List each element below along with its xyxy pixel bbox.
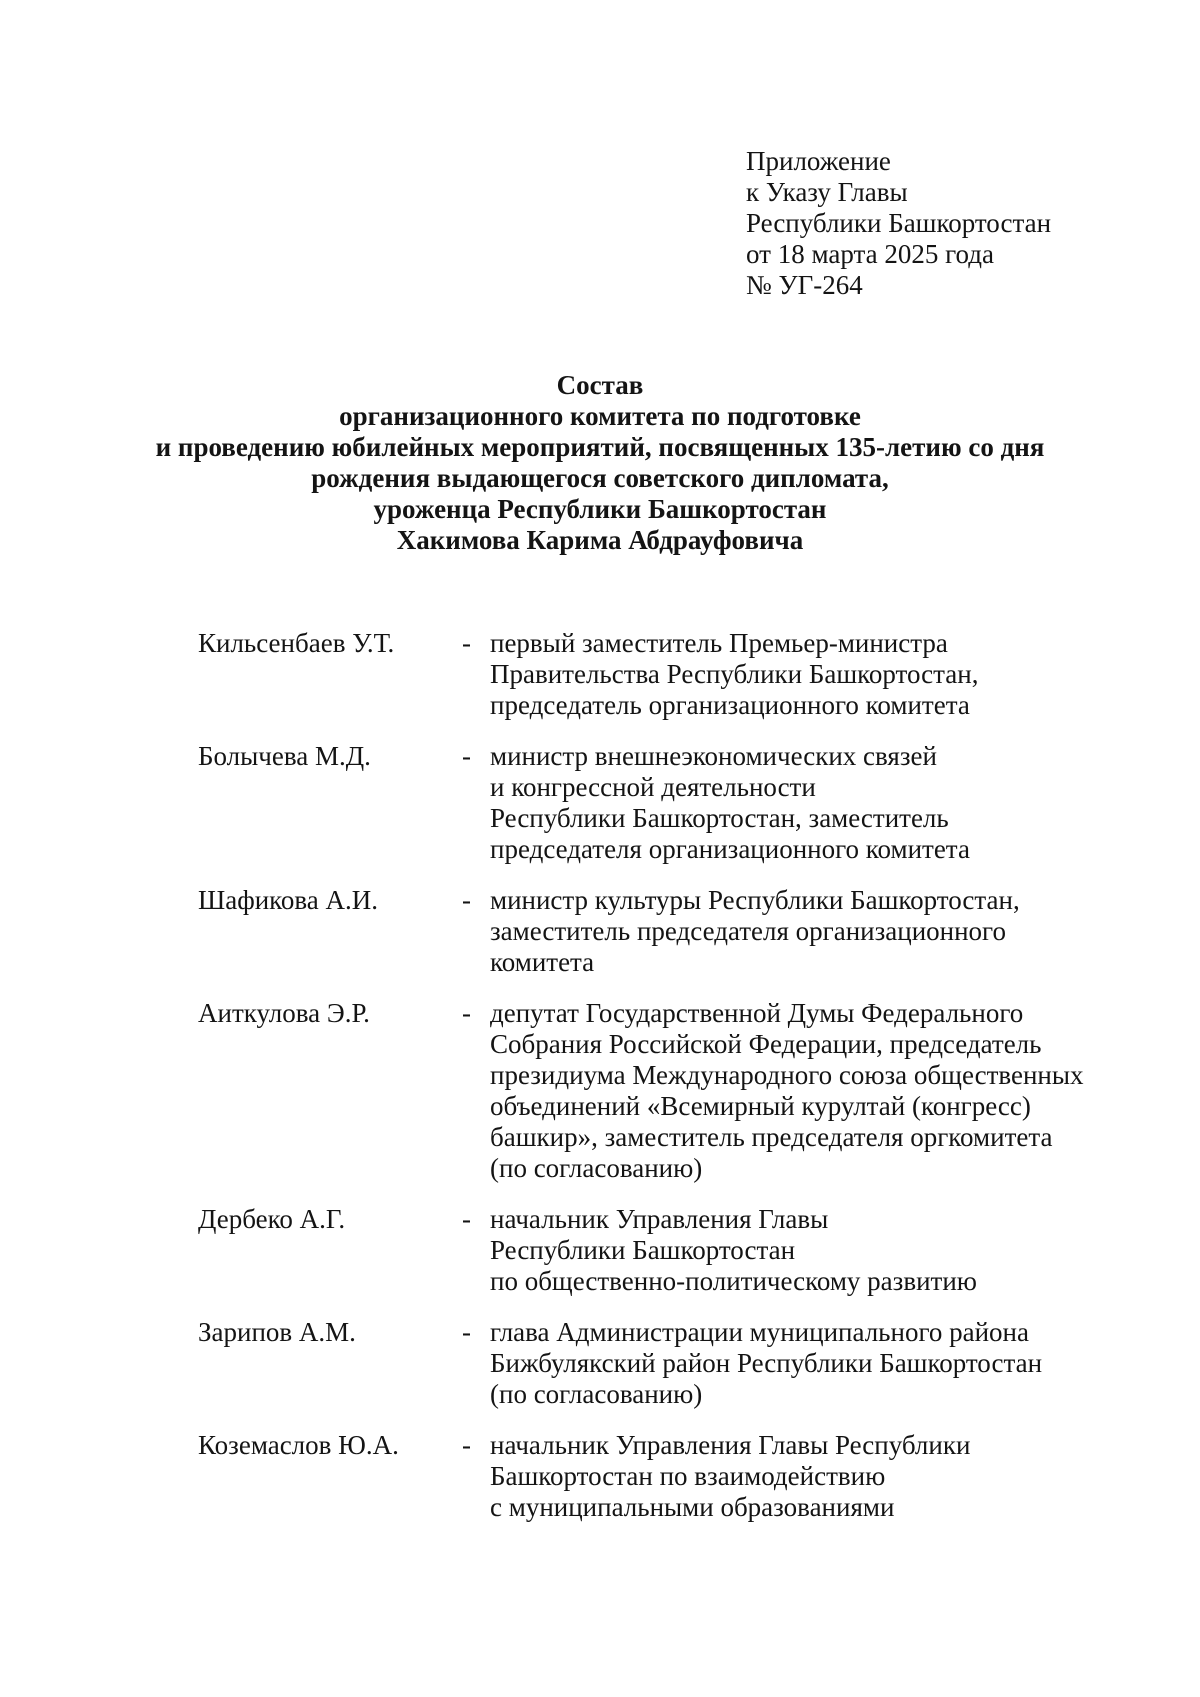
member-dash: - [462,741,471,771]
member-role-line: и конгрессной деятельности [490,772,816,802]
appendix-line: Приложение [746,146,891,176]
title-line: рождения выдающегося советского дипломата, [311,463,889,493]
member-role-line: по общественно-политическому развитию [490,1266,977,1296]
member-role-line: президиума Международного союза общественных [490,1060,1084,1090]
member-role-line: (по согласованию) [490,1153,703,1183]
member-dash: - [462,885,471,915]
member-role [490,741,1108,865]
appendix-line: от 18 марта 2025 года [746,239,994,269]
member-role-line: (по согласованию) [490,1379,703,1409]
member-role [490,998,1108,1184]
member-role-line: начальник Управления Главы Республики [490,1430,971,1460]
member-role [490,1204,1108,1297]
member-role-line: Бижбулякский район Республики Башкортостан [490,1348,1043,1378]
appendix-line: № УГ-264 [746,270,863,300]
member-name: Зарипов А.М. [198,1317,356,1347]
member-role [490,1430,1108,1523]
member-name: Коземаслов Ю.А. [198,1430,399,1460]
title-line: и проведению юбилейных мероприятий, посвященных 135-летию со дня [155,432,1045,462]
committee-member [198,628,1108,721]
member-name: Кильсенбаев У.Т. [198,628,395,658]
title-line: Состав [556,370,644,400]
member-role-line: министр внешнеэкономических связей [490,741,937,771]
member-role-line: комитета [490,947,595,977]
member-role-line: депутат Государственной Думы Федерального [490,998,1024,1028]
title-line: уроженца Республики Башкортостан [373,494,827,524]
appendix-line: Республики Башкортостан [746,208,1052,238]
committee-member [198,998,1108,1184]
member-role-line: министр культуры Республики Башкортостан, [490,885,1020,915]
member-role-line: с муниципальными образованиями [490,1492,895,1522]
committee-member [198,1204,1108,1297]
title-line: организационного комитета по подготовке [339,401,861,431]
document-title [100,370,1100,556]
committee-member [198,885,1108,978]
appendix-line: к Указу Главы [746,177,908,207]
member-role-line: Башкортостан по взаимодействию [490,1461,886,1491]
member-dash: - [462,1430,471,1460]
member-role-line: начальник Управления Главы [490,1204,829,1234]
title-line: Хакимова Карима Абдрауфовича [396,525,804,555]
committee-member [198,1317,1108,1410]
member-role-line: башкир», заместитель председателя оргкомитета [490,1122,1053,1152]
member-role-line: Собрания Российской Федерации, председатель [490,1029,1042,1059]
appendix-reference [746,146,1051,301]
member-role-line: объединений «Всемирный курултай (конгресс) [490,1091,1031,1121]
member-role-line: первый заместитель Премьер-министра [490,628,948,658]
member-name: Шафикова А.И. [198,885,379,915]
member-role-line: глава Администрации муниципального района [490,1317,1029,1347]
member-dash: - [462,628,471,658]
member-role-line: председатель организационного комитета [490,690,970,720]
member-name: Дербеко А.Г. [198,1204,346,1234]
member-role-line: Республики Башкортостан [490,1235,796,1265]
member-dash: - [462,1204,471,1234]
committee-member-list [198,628,1108,1543]
member-role [490,885,1108,978]
member-dash: - [462,998,471,1028]
member-role-line: Республики Башкортостан, заместитель [490,803,949,833]
member-name: Аиткулова Э.Р. [198,998,370,1028]
committee-member [198,1430,1108,1523]
member-role-line: заместитель председателя организационного [490,916,1006,946]
member-dash: - [462,1317,471,1347]
committee-member [198,741,1108,865]
member-name: Болычева М.Д. [198,741,371,771]
member-role-line: председателя организационного комитета [490,834,970,864]
member-role [490,628,1108,721]
member-role-line: Правительства Республики Башкортостан, [490,659,979,689]
member-role [490,1317,1108,1410]
